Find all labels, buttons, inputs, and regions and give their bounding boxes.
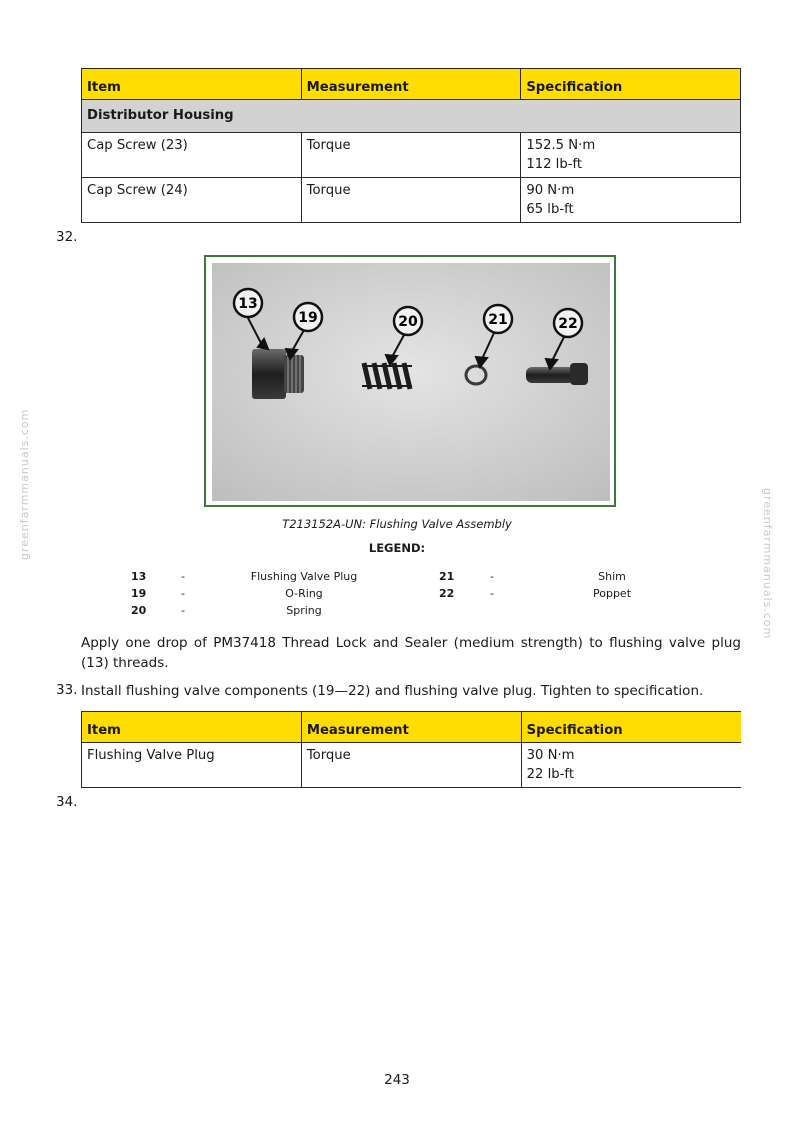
spec-table-distributor-housing [81,68,741,223]
callout-19: 19 [298,310,318,326]
spec-imperial: 112 lb-ft [526,157,583,172]
figure-caption: T213152A-UN: Flushing Valve Assembly [282,517,512,531]
spec-imperial: 65 lb-ft [526,202,574,217]
legend-dash: - [181,587,185,600]
cell-measurement: Torque [301,178,521,223]
legend-label: Poppet [592,587,632,600]
legend-num: 19 [131,587,147,600]
cell-specification [521,743,741,788]
cell-item: Cap Screw (23) [82,133,302,178]
legend-dash: - [181,570,185,583]
spec-table-flushing-valve [81,711,741,788]
cell-specification [521,133,741,178]
legend-label: Spring [286,604,322,617]
legend-num: 13 [131,570,147,583]
cell-measurement: Torque [301,133,521,178]
table-header-row [82,69,741,100]
header-specification: Specification [521,712,741,743]
spring-part [362,363,412,389]
watermark-left: greenfarmmanuals.com [18,408,31,560]
legend-dash: - [490,570,494,583]
table-row [82,133,741,178]
legend-label: Flushing Valve Plug [250,570,358,583]
header-item: Item [82,69,302,100]
legend-num: 21 [439,570,455,583]
thread-lock-instruction: Apply one drop of PM37418 Thread Lock and Sealer (medium strength) to flushing valve plug (13) threads. [81,635,741,671]
legend-title: LEGEND: [368,541,426,555]
legend-num: 22 [439,587,455,600]
callout-22: 22 [558,316,578,332]
header-item: Item [82,712,302,743]
flushing-valve-plug-part [252,349,304,399]
spec-metric: 30 N·m [526,748,575,763]
callout-21: 21 [488,312,508,328]
flushing-valve-photo [212,263,610,501]
figure-photo [204,255,616,507]
header-measurement: Measurement [301,69,521,100]
step-33-text: Install flushing valve components (19—22) and flushing valve plug. Tighten to specification. [81,683,704,699]
step-number-33: 33. [56,682,78,698]
cell-specification [521,178,741,223]
legend-label: Shim [598,570,626,583]
table-row [82,178,741,223]
cell-item: Flushing Valve Plug [82,743,302,788]
cell-item: Cap Screw (24) [82,178,302,223]
watermark-right: greenfarmmanuals.com [761,488,774,640]
section-title: Distributor Housing [82,100,741,133]
header-specification: Specification [521,69,741,100]
table-header-row [82,712,742,743]
cell-measurement: Torque [301,743,521,788]
step-number-32: 32. [56,229,78,245]
legend-dash: - [181,604,185,617]
page-number: 243 [384,1072,410,1088]
table-row [82,743,742,788]
callout-20: 20 [398,314,418,330]
callout-13: 13 [238,296,258,312]
spec-imperial: 22 lb-ft [526,767,575,782]
section-row [82,100,741,133]
spec-metric: 152.5 N·m [526,138,596,153]
step-number-34: 34. [56,794,78,810]
spec-metric: 90 N·m [526,183,575,198]
legend-label: O-Ring [285,587,323,600]
legend-dash: - [490,587,494,600]
legend-num: 20 [131,604,147,617]
header-measurement: Measurement [301,712,521,743]
